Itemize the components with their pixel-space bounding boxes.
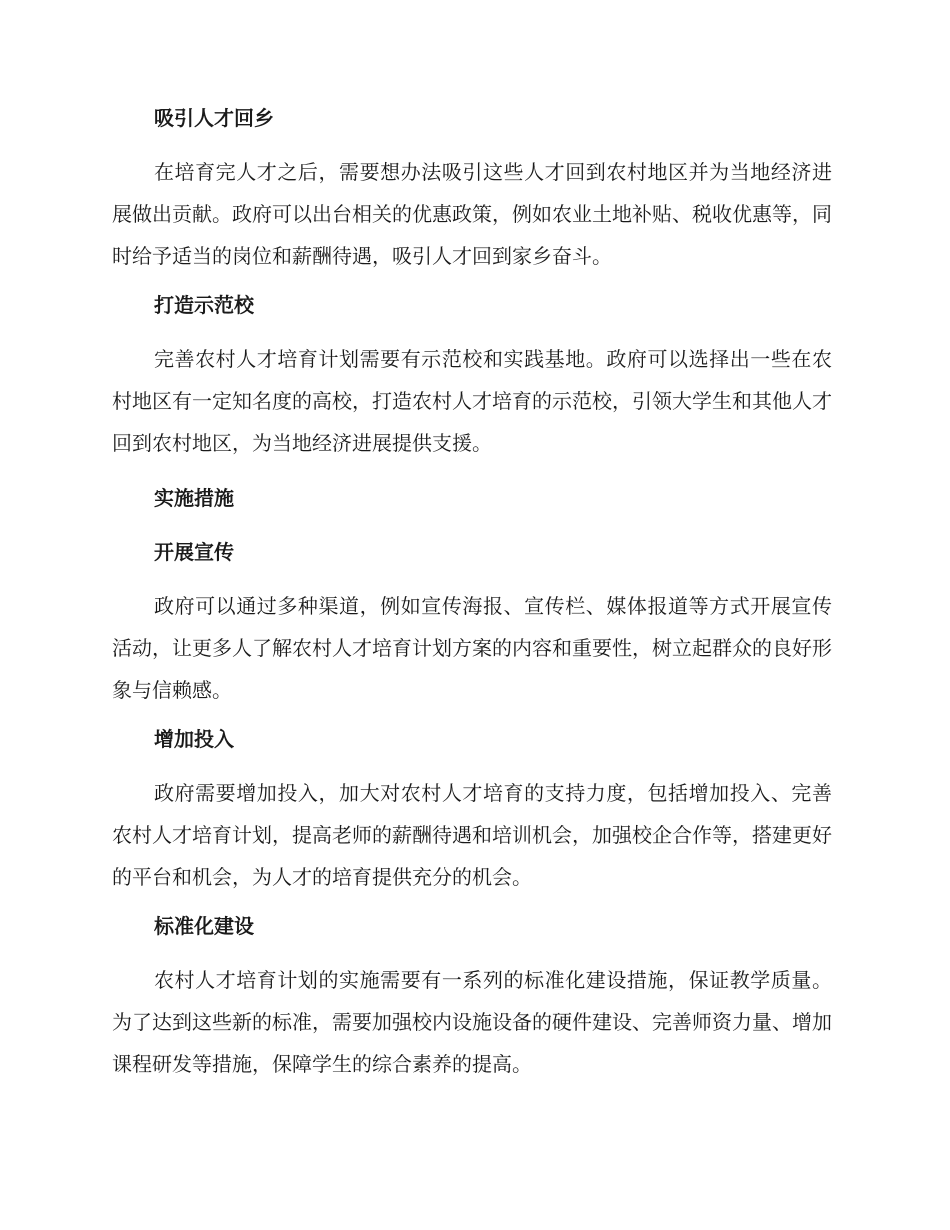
section-publicity (112, 538, 832, 711)
section-paragraph: 农村人才培育计划的实施需要有一系列的标准化建设措施，保证教学质量。为了达到这些新的标准，需要加强校内设施设备的硬件建设、完善师资力量、增加课程研发等措施，保障学生的综合素养的提高。 (112, 968, 832, 1076)
section-paragraph: 政府可以通过多种渠道，例如宣传海报、宣传栏、媒体报道等方式开展宣传活动，让更多人了解农村人才培育计划方案的内容和重要性，树立起群众的良好形象与信赖感。 (112, 594, 832, 702)
section-heading: 标准化建设 (154, 914, 254, 938)
section-heading: 实施措施 (154, 486, 234, 510)
section-paragraph: 政府需要增加投入，加大对农村人才培育的支持力度，包括增加投入、完善农村人才培育计划，提高老师的薪酬待遇和培训机会，加强校企合作等，搭建更好的平台和机会，为人才的培育提供充分的机会。 (112, 781, 832, 889)
section-heading: 增加投入 (154, 727, 234, 751)
section-heading: 开展宣传 (154, 540, 234, 564)
section-implementation (112, 484, 832, 512)
section-attract-talent (112, 104, 832, 277)
document-page (112, 104, 832, 1085)
section-paragraph: 在培育完人才之后，需要想办法吸引这些人才回到农村地区并为当地经济进展做出贡献。政府可以出台相关的优惠政策，例如农业土地补贴、税收优惠等，同时给予适当的岗位和薪酬待遇，吸引人才回到家乡奋斗。 (112, 160, 832, 268)
section-investment (112, 725, 832, 898)
section-standardization (112, 912, 832, 1085)
section-heading: 吸引人才回乡 (154, 106, 274, 130)
section-paragraph: 完善农村人才培育计划需要有示范校和实践基地。政府可以选择出一些在农村地区有一定知名度的高校，打造农村人才培育的示范校，引领大学生和其他人才回到农村地区，为当地经济进展提供支援。 (112, 347, 832, 455)
section-heading: 打造示范校 (154, 293, 254, 317)
section-model-school (112, 291, 832, 464)
